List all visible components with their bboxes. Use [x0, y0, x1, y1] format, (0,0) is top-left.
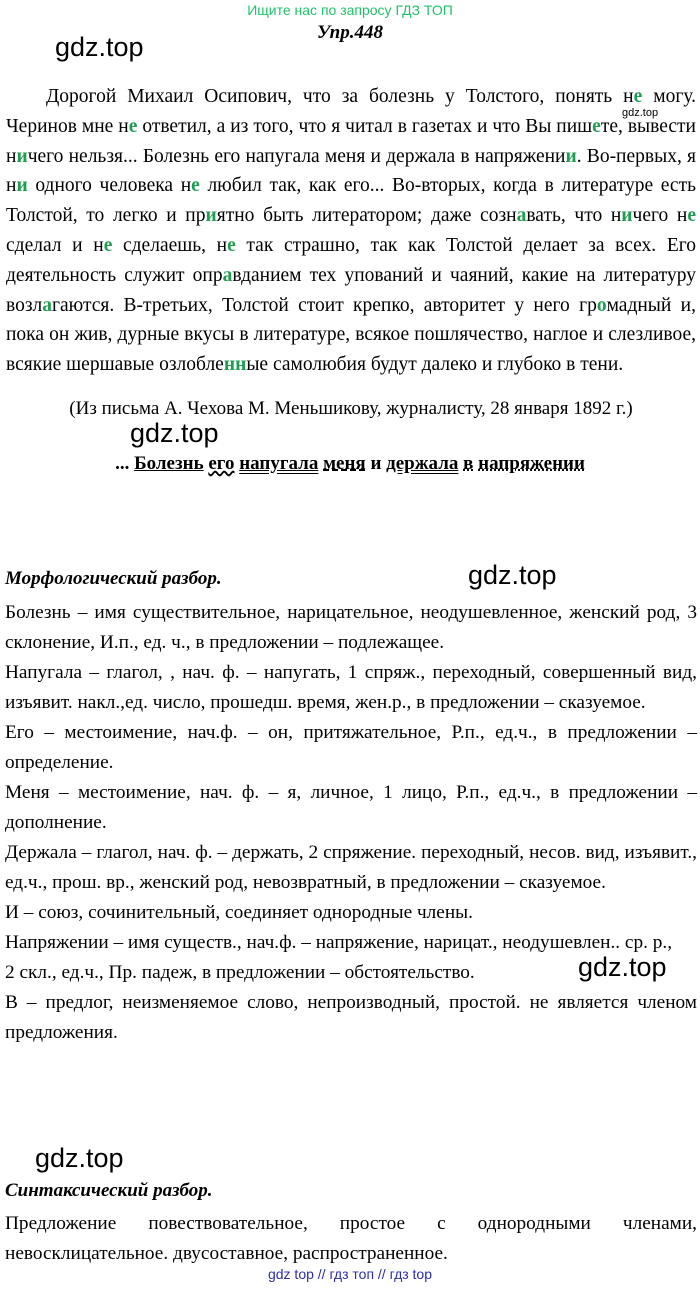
footer-links: gdz top // гдз топ // гдз top	[267, 1266, 433, 1282]
letter-source: (Из письма А. Чехова М. Меньшикову, журналисту, 28 января 1892 г.)	[69, 398, 633, 419]
exercise-title: Упр.448	[316, 22, 383, 43]
watermark: gdz.top	[130, 418, 219, 448]
watermark: gdz.top	[468, 560, 557, 590]
watermark: gdz.top	[35, 1143, 124, 1173]
adverbial-word: в	[463, 453, 474, 474]
morph-line: 2 скл., ед.ч., Пр. падеж, в предложении – обстоятельство.	[5, 962, 475, 983]
predicate-word: напугала	[239, 453, 319, 474]
morph-line: Его – местоимение, нач.ф. – он, притяжательное, Р.п., ед.ч., в предложении – определение.	[5, 722, 697, 773]
adverbial-word: напряжении	[478, 453, 585, 474]
predicate-word: держала	[386, 453, 459, 474]
subject-word: Болезнь	[134, 453, 204, 474]
letter-text: Дорогой Михаил Осипович, что за болезнь у Толстого, понять не могу. Черинов мне не ответил, а из того, что я читал в газетах и что Вы пишете, вывести ничего нельзя... Болезнь его напугала меня и держала в напряжении. Во-первых, я ни одного человека не любил так, как его... Во-вторых, когда в литературе есть Толстой, то легко и приятно быть литератором; даже сознавать, что ничего не сделал и не сделаешь, не так страшно, так как Толстой делает за всех. Его деятельность служит оправданием тех упований и чаяний, какие на литературу возлагаются. В-третьих, Толстой стоит крепко, авторитет у него громадный и, пока он жив, дурные вкусы в литературе, всякое пошлячество, наглое и слезливое, всякие шершавые озлобленные самолюбия будут далеко и глубоко в тени.	[6, 86, 697, 376]
synt-heading: Синтаксический разбор.	[5, 1180, 213, 1201]
morph-line: И – союз, сочинительный, соединяет однородные члены.	[5, 902, 473, 923]
morph-line: В – предлог, неизменяемое слово, непроизводный, простой. не является членом предложения.	[5, 992, 697, 1043]
morph-line: Меня – местоимение, нач. ф. – я, личное, 1 лицо, Р.п., ед.ч., в предложении – дополнение.	[5, 782, 697, 833]
watermark: gdz.top	[578, 952, 667, 982]
top-banner: Ищите нас по запросу ГДЗ ТОП	[247, 2, 453, 18]
analyzed-sentence: ... Болезнь его напугала меня и держала в напряжении	[115, 453, 585, 474]
object-word: меня	[323, 453, 366, 474]
watermark: gdz.top	[55, 32, 144, 62]
attribute-word: его	[208, 453, 235, 474]
morph-heading: Морфологический разбор.	[5, 568, 222, 589]
morph-line: Болезнь – имя существительное, нарицательное, неодушевленное, женский род, 3 склонение, И.п., ед. ч., в предложении – подлежащее.	[5, 602, 697, 653]
morph-line: Напряжении – имя существ., нач.ф. – напряжение, нарицат., неодушевлен.. ср. р.,	[5, 932, 673, 953]
morph-line: Держала – глагол, нач. ф. – держать, 2 спряжение. переходный, несов. вид, изъявит., ед.ч., прош. вр., женский род, невозвратный, в предложении – сказуемое.	[5, 842, 697, 893]
morph-line: Напугала – глагол, , нач. ф. – напугать, 1 спряж., переходный, совершенный вид, изъявит. накл.,ед. число, прошедш. время, жен.р., в предложении – сказуемое.	[5, 662, 697, 713]
watermark-small: gdz.top	[622, 107, 659, 119]
synt-analysis: Предложение повествовательное, простое с однородными членами, невосклицательное. двусоставное, распространенное.	[5, 1213, 697, 1264]
